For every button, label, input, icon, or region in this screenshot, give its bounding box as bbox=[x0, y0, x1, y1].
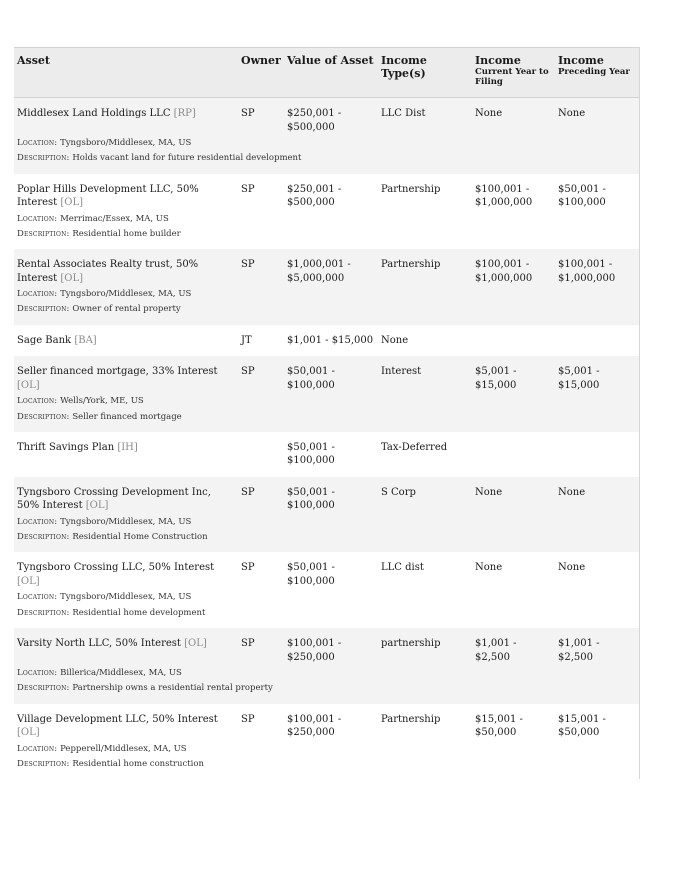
asset-table-body bbox=[14, 98, 639, 780]
asset-row bbox=[14, 628, 639, 664]
asset-description bbox=[17, 227, 635, 242]
header-income-preceding-sub: Preceding Year bbox=[558, 67, 630, 78]
asset-description bbox=[17, 757, 635, 772]
income-type-cell: partnership bbox=[378, 628, 472, 664]
value-cell: $50,001 - $100,000 bbox=[287, 562, 335, 587]
asset-cell bbox=[14, 356, 238, 392]
asset-location bbox=[17, 212, 635, 227]
asset-description bbox=[17, 530, 635, 545]
owner-cell: SP bbox=[241, 562, 255, 574]
asset-cell bbox=[14, 249, 238, 285]
description-value: Seller financed mortgage bbox=[72, 411, 182, 422]
description-label: Description: bbox=[17, 153, 70, 164]
location-value: Merrimac/Essex, MA, US bbox=[60, 213, 169, 224]
header-income-current-sub: Current Year to Filing bbox=[475, 67, 549, 87]
value-cell: $50,001 - $100,000 bbox=[284, 356, 378, 392]
description-label: Description: bbox=[17, 758, 70, 769]
description-value: Holds vacant land for future residential development bbox=[72, 153, 302, 164]
table-header-row bbox=[14, 48, 639, 98]
asset-type-tag: [OL] bbox=[184, 638, 207, 650]
asset-meta-cell bbox=[14, 588, 639, 628]
location-value: Tyngsboro/Middlesex, MA, US bbox=[60, 289, 192, 300]
location-value: Pepperell/Middlesex, MA, US bbox=[60, 743, 187, 754]
asset-cell bbox=[14, 704, 238, 740]
income-current-cell: $15,001 - $50,000 bbox=[475, 713, 523, 739]
income-type-cell: S Corp bbox=[378, 477, 472, 513]
asset-meta-cell bbox=[14, 210, 639, 250]
asset-row bbox=[14, 174, 639, 210]
asset-description bbox=[17, 681, 635, 696]
asset-meta-row bbox=[14, 588, 639, 628]
location-value: Wells/York, ME, US bbox=[60, 396, 144, 407]
owner-cell: JT bbox=[241, 334, 252, 346]
description-label: Description: bbox=[17, 228, 70, 239]
header-income-preceding-label: Income bbox=[558, 54, 604, 67]
asset-description bbox=[17, 302, 635, 317]
header-income-current bbox=[472, 48, 555, 98]
asset-meta-row bbox=[14, 513, 639, 553]
asset-meta-row bbox=[14, 285, 639, 325]
income-preceding-cell: $100,001 - $1,000,000 bbox=[555, 249, 639, 285]
income-current-cell: $1,001 - $2,500 bbox=[472, 628, 555, 664]
asset-name: Poplar Hills Development LLC, 50% Interest bbox=[17, 183, 199, 209]
asset-name: Middlesex Land Holdings LLC bbox=[17, 108, 171, 119]
asset-meta-row bbox=[14, 740, 639, 780]
income-current-cell bbox=[472, 432, 555, 477]
description-label: Description: bbox=[17, 532, 70, 543]
income-current-cell: $100,001 - $1,000,000 bbox=[472, 249, 555, 285]
income-type-cell: None bbox=[381, 334, 409, 346]
asset-location bbox=[17, 287, 635, 302]
asset-name: Sage Bank bbox=[17, 334, 72, 346]
owner-cell: SP bbox=[238, 628, 284, 664]
income-preceding-cell bbox=[555, 432, 639, 477]
value-cell: $100,001 - $250,000 bbox=[287, 713, 342, 739]
header-income-current-label: Income bbox=[475, 54, 521, 67]
income-preceding-cell: None bbox=[555, 477, 639, 513]
owner-cell: SP bbox=[238, 477, 284, 513]
asset-location bbox=[17, 515, 635, 530]
asset-location bbox=[17, 590, 635, 605]
owner-cell: SP bbox=[241, 183, 255, 195]
asset-row bbox=[14, 98, 639, 135]
asset-meta-cell bbox=[14, 392, 639, 432]
asset-row bbox=[14, 477, 639, 513]
income-current-cell: $100,001 - $1,000,000 bbox=[475, 183, 533, 209]
location-label: Location: bbox=[17, 289, 58, 300]
location-value: Tyngsboro/Middlesex, MA, US bbox=[60, 516, 192, 527]
header-value: Value of Asset bbox=[284, 48, 378, 98]
income-preceding-cell: $50,001 - $100,000 bbox=[558, 183, 606, 209]
asset-name: Thrift Savings Plan bbox=[17, 441, 115, 453]
asset-name: Tyngsboro Crossing Development Inc, 50% Interest bbox=[17, 486, 211, 512]
asset-location bbox=[17, 394, 635, 409]
asset-cell bbox=[14, 628, 238, 664]
description-value: Residential home development bbox=[72, 607, 206, 618]
asset-row bbox=[14, 552, 639, 588]
asset-cell bbox=[14, 432, 238, 477]
value-cell: $1,001 - $15,000 bbox=[287, 334, 374, 346]
location-value: Tyngsboro/Middlesex, MA, US bbox=[60, 592, 192, 603]
location-label: Location: bbox=[17, 668, 58, 679]
asset-meta-cell bbox=[14, 513, 639, 553]
header-asset: Asset bbox=[14, 48, 238, 98]
description-value: Residential home builder bbox=[72, 228, 181, 239]
description-label: Description: bbox=[17, 607, 70, 618]
asset-description bbox=[17, 410, 635, 425]
owner-cell: SP bbox=[238, 356, 284, 392]
income-current-cell: None bbox=[475, 562, 503, 574]
asset-cell bbox=[14, 174, 238, 210]
income-current-cell bbox=[472, 325, 555, 357]
description-label: Description: bbox=[17, 683, 70, 694]
description-value: Owner of rental property bbox=[72, 304, 181, 315]
asset-row bbox=[14, 356, 639, 392]
asset-description bbox=[17, 606, 635, 621]
header-owner: Owner bbox=[238, 48, 284, 98]
asset-name: Village Development LLC, 50% Interest bbox=[17, 713, 218, 725]
income-preceding-cell: $5,001 - $15,000 bbox=[555, 356, 639, 392]
asset-description bbox=[17, 151, 635, 166]
income-type-cell: Interest bbox=[378, 356, 472, 392]
asset-type-tag: [OL] bbox=[17, 575, 40, 587]
asset-cell bbox=[14, 325, 238, 357]
income-type-cell: Partnership bbox=[381, 713, 441, 725]
location-label: Location: bbox=[17, 743, 58, 754]
income-preceding-cell: $15,001 - $50,000 bbox=[558, 713, 606, 739]
description-label: Description: bbox=[17, 304, 70, 315]
asset-name: Seller financed mortgage, 33% Interest bbox=[17, 366, 218, 378]
income-type-cell: LLC Dist bbox=[378, 98, 472, 135]
owner-cell bbox=[238, 432, 284, 477]
asset-location bbox=[17, 742, 635, 757]
owner-cell: SP bbox=[238, 249, 284, 285]
value-cell: $250,001 - $500,000 bbox=[287, 183, 342, 209]
asset-meta-row bbox=[14, 134, 639, 174]
asset-row bbox=[14, 249, 639, 285]
asset-location bbox=[17, 136, 635, 151]
asset-type-tag: [IH] bbox=[117, 441, 138, 453]
description-value: Residential home construction bbox=[72, 758, 204, 769]
location-label: Location: bbox=[17, 516, 58, 527]
asset-type-tag: [OL] bbox=[85, 500, 109, 512]
asset-location bbox=[17, 666, 635, 681]
asset-table bbox=[14, 47, 639, 779]
income-type-cell: Partnership bbox=[381, 183, 441, 195]
asset-meta-row bbox=[14, 392, 639, 432]
asset-name: Tyngsboro Crossing LLC, 50% Interest bbox=[17, 562, 215, 574]
location-label: Location: bbox=[17, 592, 58, 603]
location-value: Tyngsboro/Middlesex, MA, US bbox=[60, 138, 192, 148]
asset-cell bbox=[14, 477, 238, 513]
asset-meta-cell bbox=[14, 740, 639, 780]
income-preceding-cell: None bbox=[558, 562, 586, 574]
value-cell: $1,000,001 - $5,000,000 bbox=[284, 249, 378, 285]
location-label: Location: bbox=[17, 138, 58, 148]
asset-type-tag: [OL] bbox=[60, 272, 84, 284]
asset-row bbox=[14, 704, 639, 740]
asset-type-tag: [BA] bbox=[74, 334, 97, 346]
location-value: Billerica/Middlesex, MA, US bbox=[60, 668, 182, 679]
asset-name: Varsity North LLC, 50% Interest bbox=[17, 638, 181, 650]
asset-row bbox=[14, 325, 639, 357]
asset-table-container bbox=[14, 47, 639, 779]
header-income-type: Income Type(s) bbox=[378, 48, 472, 98]
income-preceding-cell bbox=[555, 325, 639, 357]
asset-cell bbox=[14, 552, 238, 588]
asset-type-tag: [OL] bbox=[17, 379, 40, 391]
income-current-cell: None bbox=[472, 98, 555, 135]
income-preceding-cell: None bbox=[555, 98, 639, 135]
income-current-cell: $5,001 - $15,000 bbox=[472, 356, 555, 392]
location-label: Location: bbox=[17, 213, 58, 224]
asset-meta-cell bbox=[14, 664, 639, 704]
income-current-cell: None bbox=[472, 477, 555, 513]
asset-meta-row bbox=[14, 664, 639, 704]
asset-name: Rental Associates Realty trust, 50% Interest bbox=[17, 259, 199, 284]
income-preceding-cell: $1,001 - $2,500 bbox=[555, 628, 639, 664]
value-cell: $250,001 - $500,000 bbox=[284, 98, 378, 135]
asset-meta-cell bbox=[14, 134, 639, 174]
income-type-cell: Partnership bbox=[378, 249, 472, 285]
asset-meta-cell bbox=[14, 285, 639, 325]
location-label: Location: bbox=[17, 396, 58, 407]
value-cell: $50,001 - $100,000 bbox=[287, 441, 335, 467]
asset-type-tag: [OL] bbox=[17, 727, 40, 739]
asset-cell bbox=[14, 98, 238, 135]
asset-type-tag: [OL] bbox=[60, 197, 84, 209]
description-label: Description: bbox=[17, 411, 70, 422]
asset-meta-row bbox=[14, 210, 639, 250]
value-cell: $100,001 - $250,000 bbox=[284, 628, 378, 664]
value-cell: $50,001 - $100,000 bbox=[284, 477, 378, 513]
asset-type-tag: [RP] bbox=[173, 108, 196, 119]
table-right-border bbox=[639, 47, 640, 779]
description-value: Partnership owns a residential rental property bbox=[72, 683, 273, 694]
header-income-preceding bbox=[555, 48, 639, 98]
owner-cell: SP bbox=[241, 713, 255, 725]
owner-cell: SP bbox=[238, 98, 284, 135]
description-value: Residential Home Construction bbox=[72, 532, 208, 543]
income-type-cell: Tax-Deferred bbox=[381, 441, 448, 453]
asset-row bbox=[14, 432, 639, 477]
income-type-cell: LLC dist bbox=[381, 562, 424, 574]
